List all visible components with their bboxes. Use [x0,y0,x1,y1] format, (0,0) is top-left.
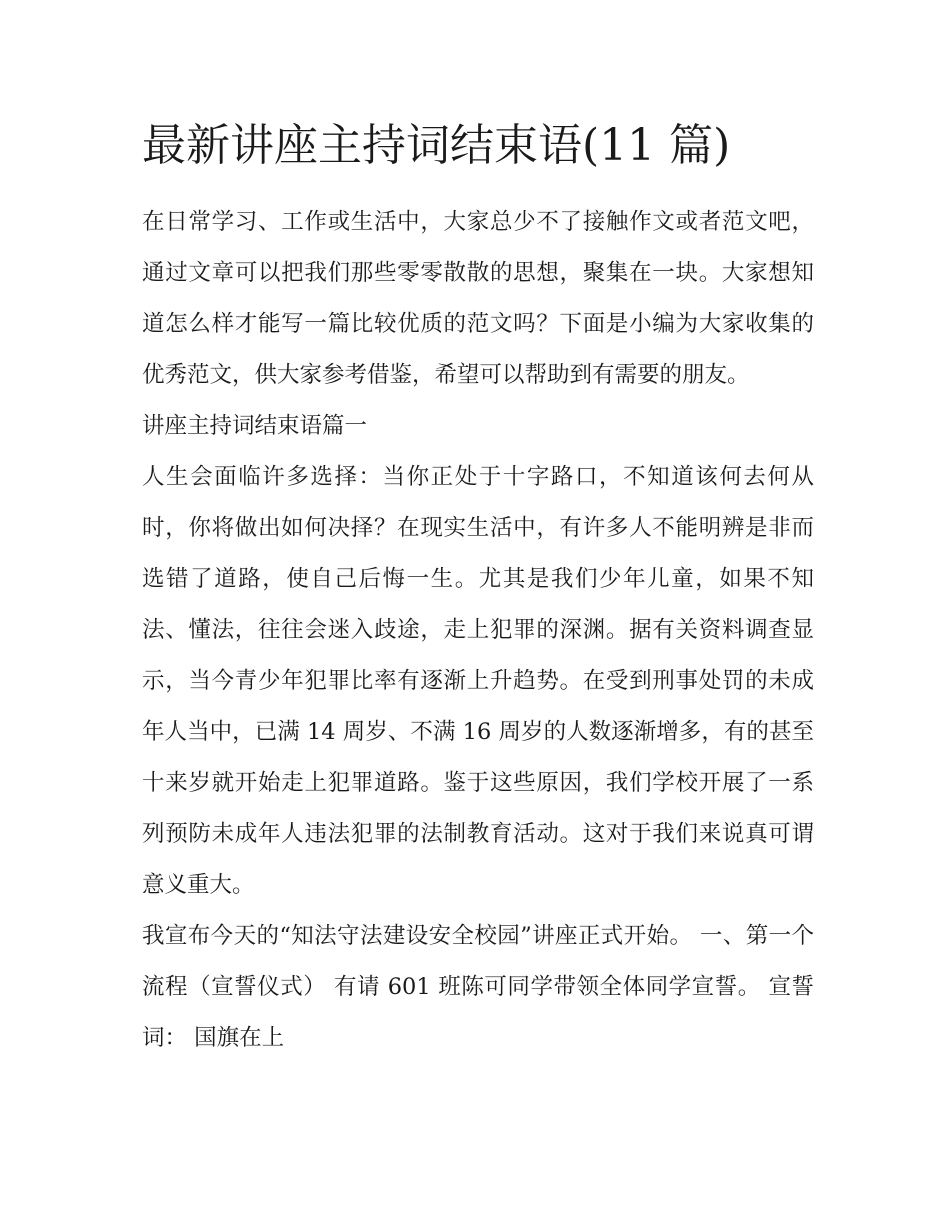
section-heading: 讲座主持词结束语篇一 [142,413,368,439]
document-body [142,197,814,1064]
intro-paragraph: 在日常学习、工作或生活中，大家总少不了接触作文或者范文吧，通过文章可以把我们那些零零散散的思想，聚集在一块。大家想知道怎么样才能写一篇比较优质的范文吗？下面是小编为大家收集的优秀范文，供大家参考借鉴，希望可以帮助到有需要的朋友。 [142,209,814,388]
document-title: 最新讲座主持词结束语(11 篇) [142,120,731,171]
document-page [142,0,814,1229]
body-paragraph-2: 我宣布今天的“知法守法建设安全校园”讲座正式开始。 一、第一个流程（宣誓仪式） 有请 601 班陈可同学带领全体同学宣誓。 宣誓词： 国旗在上 [142,923,814,1051]
body-paragraph-1: 人生会面临许多选择：当你正处于十字路口，不知道该何去何从时，你将做出如何决择？在现实生活中，有许多人不能明辨是非而选错了道路，使自己后悔一生。尤其是我们少年儿童，如果不知法、懂法，往往会迷入歧途，走上犯罪的深渊。据有关资料调查显示，当今青少年犯罪比率有逐渐上升趋势。在受到刑事处罚的未成年人当中，已满 14 周岁、不满 16 周岁的人数逐渐增多，有的甚至十来岁就开始走上犯罪道路。鉴于这些原因，我们学校开展了一系列预防未成年人违法犯罪的法制教育活动。这对于我们来说真可谓意义重大。 [142,464,814,898]
